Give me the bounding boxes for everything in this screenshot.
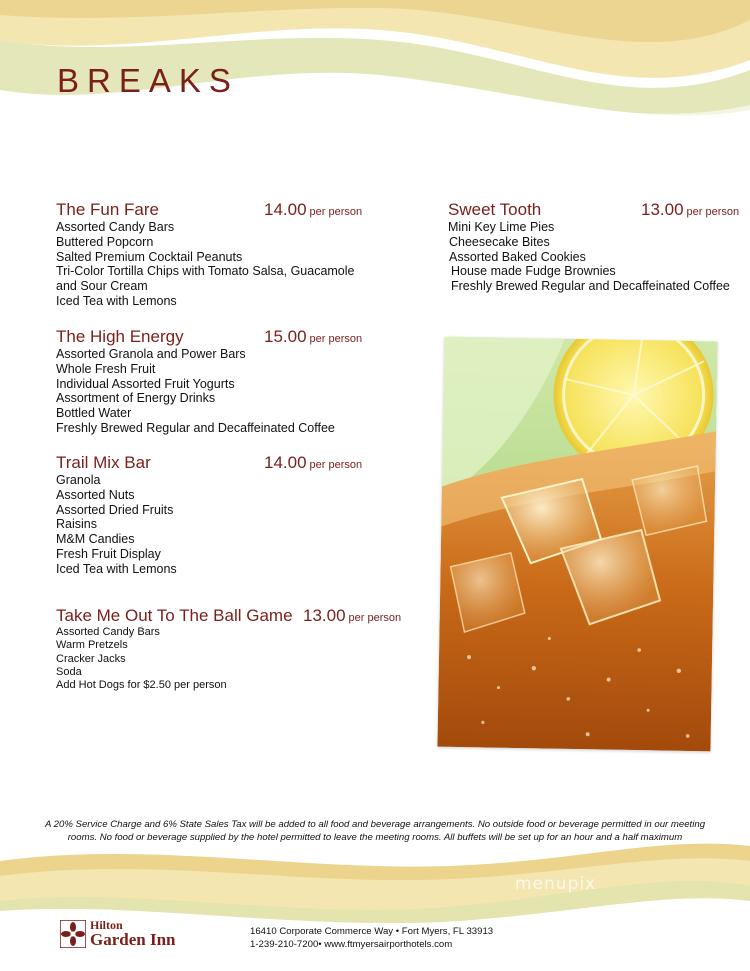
list-item: Fresh Fruit Display — [56, 546, 161, 561]
list-item: House made Fudge Brownies — [451, 264, 616, 279]
list-item: Bottled Water — [56, 406, 132, 421]
hotel-logo — [60, 918, 220, 952]
list-item: Cheesecake Bites — [449, 234, 550, 249]
list-item: Whole Fresh Fruit — [56, 361, 156, 376]
list-item: Freshly Brewed Regular and Decaffeinated Coffee — [56, 420, 335, 435]
menu-section-ball-game — [56, 606, 426, 692]
watermark: menupix — [515, 874, 597, 894]
service-charge-note: A 20% Service Charge and 6% State Sales Tax will be added to all food and beverage arrangements. No outside food or beverage permitted in our meeting rooms. No food or beverage supplied by the hotel permitted to leave the meeting rooms. All buffets will be set up for an hour and a half maximum — [44, 818, 706, 843]
iced-tea-photo — [437, 337, 717, 752]
section-price: 13.00 per person — [303, 606, 402, 625]
section-name: The High Energy — [56, 327, 184, 346]
section-price: 15.00 per person — [264, 327, 363, 346]
menu-section-trail-mix-bar — [56, 453, 396, 577]
list-item: Granola — [56, 473, 101, 487]
menu-section-sweet-tooth — [448, 200, 748, 294]
flower-logo-icon — [60, 920, 86, 948]
list-item: Cracker Jacks — [56, 652, 126, 665]
logo-text-hilton: Hilton — [90, 918, 123, 932]
list-item: Salted Premium Cocktail Peanuts — [56, 249, 243, 264]
list-item: Assorted Candy Bars — [56, 626, 160, 638]
list-item: Assorted Baked Cookies — [449, 249, 586, 264]
page-title: BREAKS — [57, 62, 239, 99]
logo-text-garden-inn: Garden Inn — [90, 930, 176, 949]
section-name: The Fun Fare — [56, 200, 159, 219]
menu-section-high-energy — [56, 327, 396, 436]
section-price: 14.00 per person — [264, 200, 363, 219]
list-item: Add Hot Dogs for $2.50 per person — [56, 679, 227, 692]
list-item: and Sour Cream — [56, 279, 148, 294]
list-item: M&M Candies — [56, 532, 135, 547]
list-item: Freshly Brewed Regular and Decaffeinated Coffee — [451, 279, 730, 294]
list-item: Soda — [56, 665, 82, 678]
list-item: Iced Tea with Lemons — [56, 561, 177, 576]
list-item: Tri-Color Tortilla Chips with Tomato Salsa, Guacamole — [56, 264, 355, 279]
list-item: Assorted Nuts — [56, 487, 135, 502]
list-item: Assorted Dried Fruits — [56, 502, 174, 517]
list-item: Warm Pretzels — [56, 639, 128, 652]
iced-tea-illustration — [437, 337, 717, 752]
address-line: 16410 Corporate Commerce Way • Fort Myers, FL 33913 — [250, 926, 494, 937]
contact-line: 1-239-210-7200• www.ftmyersairporthotels.com — [250, 938, 453, 950]
list-item: Iced Tea with Lemons — [56, 293, 177, 308]
section-price: 13.00 per person — [641, 200, 740, 219]
list-item: Raisins — [56, 517, 97, 532]
list-item: Mini Key Lime Pies — [448, 220, 555, 234]
list-item: Assorted Candy Bars — [56, 220, 175, 234]
hotel-address — [250, 926, 493, 951]
section-price: 14.00 per person — [264, 453, 363, 472]
list-item: Assortment of Energy Drinks — [56, 391, 216, 406]
section-name: Sweet Tooth — [448, 200, 542, 219]
list-item: Buttered Popcorn — [56, 234, 154, 249]
list-item: Assorted Granola and Power Bars — [56, 347, 246, 361]
section-name: Trail Mix Bar — [56, 453, 151, 472]
section-name: Take Me Out To The Ball Game — [56, 606, 293, 625]
menu-section-fun-fare — [56, 200, 396, 309]
list-item: Individual Assorted Fruit Yogurts — [56, 376, 235, 391]
